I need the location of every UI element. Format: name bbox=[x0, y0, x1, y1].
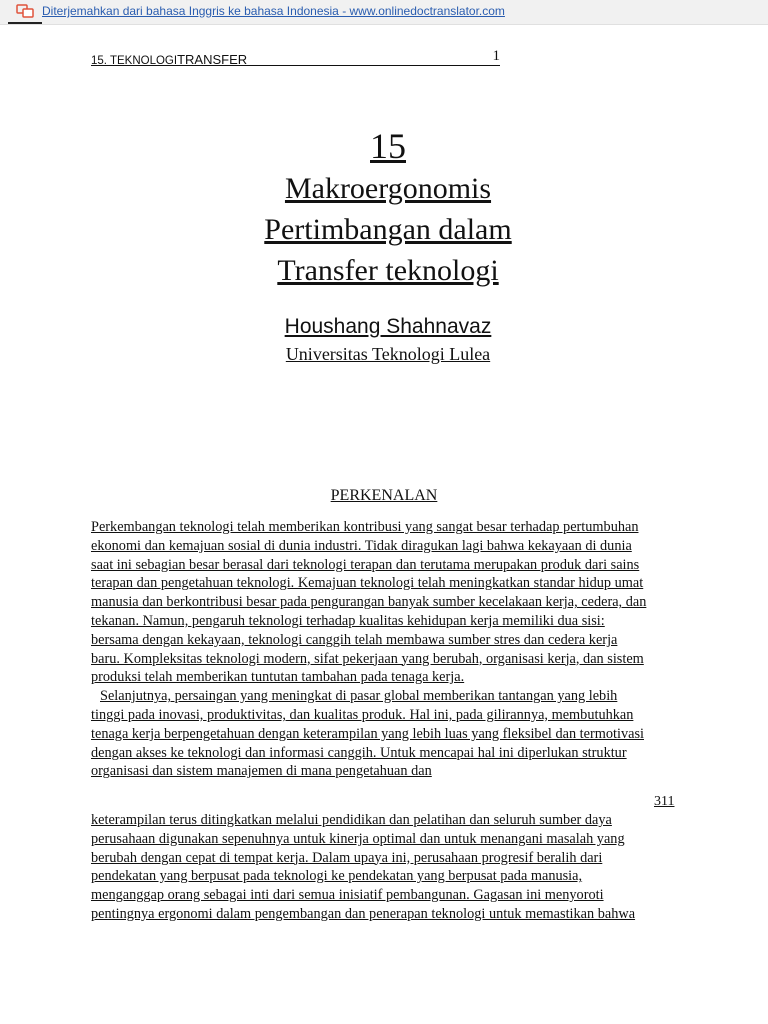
translator-logo-icon bbox=[16, 4, 34, 18]
text-line: Perkembangan teknologi telah memberikan kontribusi yang sangat besar terhadap pertumbuhan bbox=[91, 519, 639, 535]
text-line: pentingnya ergonomi dalam pengembangan dan penerapan teknologi untuk memastikan bahwa bbox=[91, 905, 636, 922]
text-line: tenaga kerja berpengetahuan dengan keterampilan yang lebih luas yang fleksibel dan termotivasi bbox=[91, 725, 644, 742]
running-head-title bbox=[91, 52, 247, 67]
author-name: Houshang Shahnavaz bbox=[284, 315, 492, 338]
text-line: baru. Kompleksitas teknologi modern, sifat pekerjaan yang berubah, organisasi kerja, dan sistem bbox=[91, 650, 644, 667]
text-line: perusahaan digunakan sepenuhnya untuk kinerja optimal dan untuk menangani masalah yang bbox=[91, 830, 625, 847]
text-line: keterampilan terus ditingkatkan melalui pendidikan dan pelatihan dan seluruh sumber daya bbox=[91, 812, 612, 828]
text-line: manusia dan berkontribusi besar pada pengurangan banyak sumber kecelakaan kerja, cedera, dan bbox=[91, 594, 647, 611]
running-head-page: 1 bbox=[492, 48, 500, 64]
bar-accent bbox=[8, 22, 42, 24]
text-line: pendekatan yang berpusat pada teknologi ke pendekatan yang berpusat pada manusia, bbox=[91, 868, 583, 885]
chapter-title-line: Transfer teknologi bbox=[277, 254, 499, 287]
running-head-transfer: TRANSFER bbox=[177, 52, 248, 67]
author-affiliation: Universitas Teknologi Lulea bbox=[285, 344, 491, 364]
text-line: Selanjutnya, persaingan yang meningkat di pasar global memberikan tantangan yang lebih bbox=[100, 688, 618, 705]
text-line: dengan akses ke teknologi dan informasi canggih. Untuk mencapai hal ini diperlukan struktur bbox=[91, 744, 627, 761]
translator-bar bbox=[0, 0, 768, 25]
text-line: saat ini sebagian besar berasal dari teknologi terapan dan terutama merupakan produk dari sains bbox=[91, 556, 640, 573]
paragraph-introduction bbox=[91, 518, 677, 781]
text-line: organisasi dan sistem manajemen di mana pengetahuan dan bbox=[91, 763, 432, 780]
text-line: produksi telah memberikan tuntutan tambahan pada tenaga kerja. bbox=[91, 669, 465, 686]
text-line: berubah dengan cepat di tempat kerja. Dalam upaya ini, perusahaan progresif beralih dari bbox=[91, 849, 603, 866]
chapter-title-line: Pertimbangan dalam bbox=[264, 213, 512, 246]
paragraph-continued bbox=[91, 811, 677, 924]
translator-link[interactable]: Diterjemahkan dari bahasa Inggris ke bahasa Indonesia - www.onlinedoctranslator.com bbox=[42, 4, 505, 18]
running-head bbox=[91, 49, 500, 66]
section-heading: PERKENALAN bbox=[330, 487, 438, 504]
text-line: tekanan. Namun, pengaruh teknologi terhadap kualitas kehidupan kerja memiliki dua sisi: bbox=[91, 612, 605, 629]
running-head-prefix: 15. TEKNOLOGI bbox=[91, 55, 178, 67]
text-line: bersama dengan kekayaan, teknologi canggih telah membawa sumber stres dan cedera kerja bbox=[91, 631, 618, 648]
page-number: 311 bbox=[654, 794, 675, 809]
chapter-title-line: Makroergonomis bbox=[284, 172, 492, 205]
text-line: terapan dan pengetahuan teknologi. Kemajuan teknologi telah meningkatkan standar hidup umat bbox=[91, 575, 644, 592]
chapter-title bbox=[0, 168, 768, 291]
text-line: ekonomi dan kemajuan sosial di dunia industri. Tidak diragukan lagi bahwa kekayaan di dunia bbox=[91, 537, 632, 554]
chapter-number: 15 bbox=[370, 126, 406, 166]
text-line: tinggi pada inovasi, produktivitas, dan kualitas produk. Hal ini, pada gilirannya, membutuhkan bbox=[91, 706, 634, 723]
chapter-title-block bbox=[0, 124, 768, 367]
text-line: menganggap orang sebagai inti dari semua inisiatif pembangunan. Gagasan ini menyoroti bbox=[91, 887, 604, 904]
